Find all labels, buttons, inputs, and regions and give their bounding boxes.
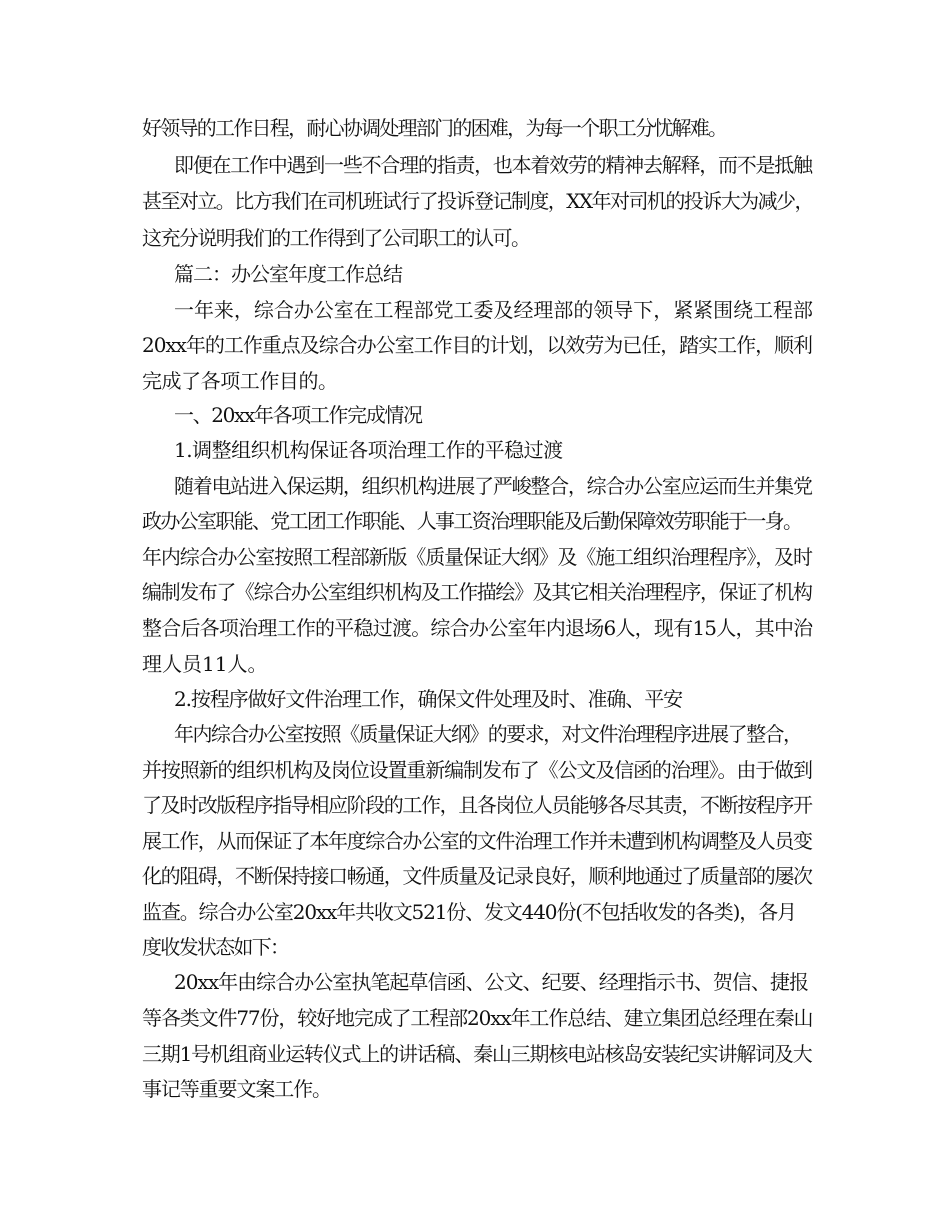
text-line: 展工作，从而保证了本年度综合办公室的文件治理工作并未遭到机构调整及人员变 bbox=[142, 829, 812, 853]
text-line: 完成了各项工作目的。 bbox=[142, 369, 338, 393]
text-line: 随着电站进入保运期，组织机构进展了严峻整合，综合办公室应运而生并集党 bbox=[174, 474, 812, 498]
text-line: 了及时改版程序指导相应阶段的工作，且各岗位人员能够各尽其责，不断按程序开 bbox=[142, 793, 812, 817]
text-line: 编制发布了《综合办公室组织机构及工作描绘》及其它相关治理程序，保证了机构 bbox=[142, 580, 812, 604]
text-line: 年内综合办公室按照《质量保证大纲》的要求，对文件治理程序进展了整合， bbox=[174, 722, 802, 746]
text-line: 三期1号机组商业运转仪式上的讲话稿、秦山三期核电站核岛安装纪实讲解词及大 bbox=[142, 1042, 812, 1066]
text-line: 20xx年由综合办公室执笔起草信函、公文、纪要、经理指示书、贺信、捷报 bbox=[174, 970, 809, 994]
text-line: 20xx年的工作重点及综合办公室工作目的计划，以效劳为已任，踏实工作，顺利 bbox=[142, 333, 812, 357]
section-heading: 篇二：办公室年度工作总结 bbox=[174, 262, 402, 286]
text-line: 整合后各项治理工作的平稳过渡。综合办公室年内退场6人，现有15人，其中治 bbox=[142, 616, 813, 640]
text-line: 好领导的工作日程，耐心协调处理部门的困难，为每一个职工分忧解难。 bbox=[142, 116, 727, 140]
subsection-heading: 2.按程序做好文件治理工作，确保文件处理及时、准确、平安 bbox=[174, 687, 682, 711]
text-line: 政办公室职能、党工团工作职能、人事工资治理职能及后勤保障效劳职能于一身。 bbox=[142, 509, 802, 533]
text-line: 即便在工作中遇到一些不合理的指责，也本着效劳的精神去解释，而不是抵触 bbox=[174, 153, 812, 177]
text-line: 年内综合办公室按照工程部新版《质量保证大纲》及《施工组织治理程序》，及时 bbox=[142, 545, 812, 569]
text-line: 一年来，综合办公室在工程部党工委及经理部的领导下，紧紧围绕工程部 bbox=[174, 298, 813, 322]
text-line: 甚至对立。比方我们在司机班试行了投诉登记制度，XX年对司机的投诉大为减少， bbox=[142, 189, 813, 213]
text-line: 度收发状态如下： bbox=[142, 935, 289, 959]
text-line: 事记等重要文案工作。 bbox=[142, 1077, 331, 1101]
text-line: 监查。综合办公室20xx年共收文521份、发文440份(不包括收发的各类)，各月 bbox=[142, 900, 796, 924]
text-line: 并按照新的组织机构及岗位设置重新编制发布了《公文及信函的治理》。由于做到 bbox=[142, 758, 812, 782]
subsection-heading: 一、20xx年各项工作完成情况 bbox=[174, 403, 422, 427]
text-line: 等各类文件77份，较好地完成了工程部20xx年工作总结、建立集团总经理在秦山 bbox=[142, 1006, 813, 1030]
text-line: 这充分说明我们的工作得到了公司职工的认可。 bbox=[142, 226, 530, 250]
text-line: 化的阻碍，不断保持接口畅通，文件质量及记录良好，顺利地通过了质量部的屡次 bbox=[142, 864, 812, 888]
text-line: 理人员11人。 bbox=[142, 652, 268, 676]
subsection-heading: 1.调整组织机构保证各项治理工作的平稳过渡 bbox=[174, 438, 563, 462]
